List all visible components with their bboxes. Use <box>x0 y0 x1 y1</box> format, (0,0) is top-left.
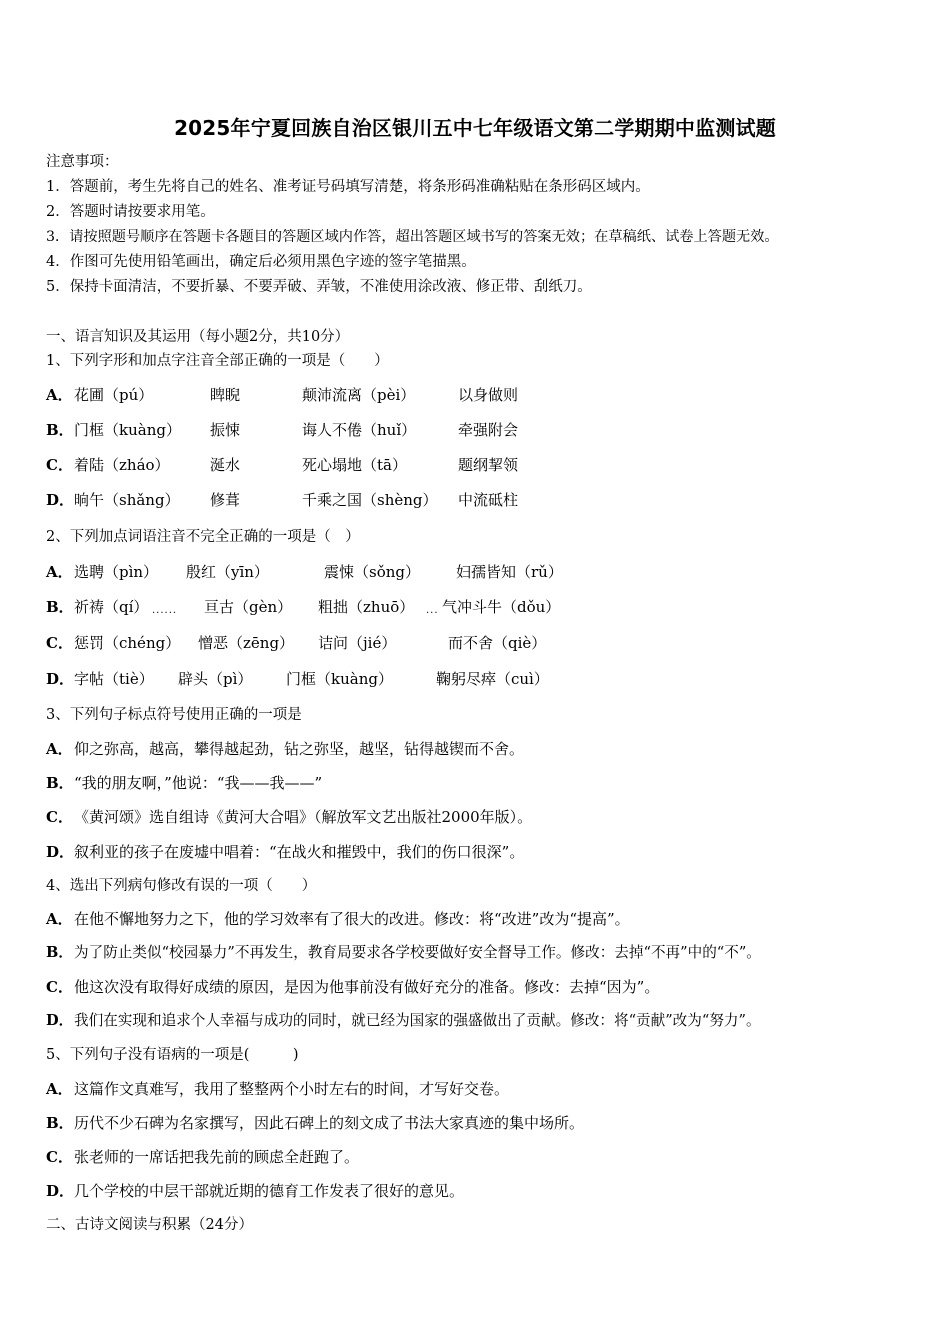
option-cell: 着陆（zháo） <box>74 456 170 474</box>
option-row <box>46 385 519 405</box>
option-label: B． <box>46 774 74 792</box>
option-text: 几个学校的中层干部就近期的德育工作发表了很好的意见。 <box>74 1182 465 1200</box>
option-row <box>46 1011 761 1031</box>
option-row <box>46 562 563 582</box>
option-row <box>46 490 519 510</box>
option-cell: 亘古（gèn） <box>204 598 293 616</box>
option-cell: 晌午（shǎng） <box>74 491 180 509</box>
emphasis-dots: ...... <box>152 605 178 616</box>
question-stem: 4、选出下列病句修改有误的一项（ ） <box>46 878 317 894</box>
option-row <box>46 1079 509 1099</box>
option-row <box>46 633 547 653</box>
option-text: 我们在实现和追求个人幸福与成功的同时，就已经为国家的强盛做出了贡献。修改：将“贡献”改为“努力”。 <box>74 1012 761 1029</box>
option-cell: 震悚（sǒng） <box>324 563 420 581</box>
option-row <box>46 807 532 827</box>
question-stem: 3、下列句子标点符号使用正确的一项是 <box>46 707 302 723</box>
option-cell: 题纲挈领 <box>458 456 519 474</box>
option-text: 这篇作文真难写，我用了整整两个小时左右的时间，才写好交卷。 <box>74 1080 510 1098</box>
option-row <box>46 420 519 440</box>
option-cell: 睥睨 <box>210 386 241 404</box>
option-cell: 憎恶（zēng） <box>198 634 295 652</box>
option-cell: 死心塌地（tā） <box>302 456 407 474</box>
option-row <box>46 943 761 963</box>
option-cell: 中流砥柱 <box>458 491 519 509</box>
option-cell: 辟头（pì） <box>178 670 253 688</box>
option-label: B． <box>46 1114 74 1132</box>
option-row <box>46 597 561 617</box>
option-text: 他这次没有取得好成绩的原因，是因为他事前没有做好充分的准备。修改：去掉“因为”。 <box>74 978 660 996</box>
option-label: A． <box>46 740 73 758</box>
option-row <box>46 977 659 997</box>
option-label: C． <box>46 634 73 652</box>
option-cell: 诲人不倦（huǐ） <box>302 421 417 439</box>
option-text: 历代不少石碑为名家撰写，因此石碑上的刻文成了书法大家真迹的集中场所。 <box>74 1114 585 1132</box>
option-row <box>46 842 524 862</box>
option-row <box>46 455 519 475</box>
option-label: B． <box>46 598 74 616</box>
option-label: D． <box>46 1182 75 1200</box>
option-text: 《黄河颂》选自组诗《黄河大合唱》（解放军文艺出版社2000年版）。 <box>74 808 533 826</box>
option-cell: 诘问（jié） <box>318 634 397 652</box>
option-label: B． <box>46 421 74 439</box>
option-cell: 字帖（tiè） <box>74 670 154 688</box>
option-row <box>46 669 549 689</box>
option-cell: 祈祷（qí） <box>74 598 149 616</box>
option-cell: 选聘（pìn） <box>74 563 159 581</box>
option-label: D． <box>46 670 75 688</box>
notice-item: 3．请按照题号顺序在答题卡各题目的答题区域内作答，超出答题区域书写的答案无效；在草稿纸、试卷上答题无效。 <box>46 229 779 245</box>
option-cell: 粗拙（zhuō） <box>318 598 415 616</box>
option-cell: 千乘之国（shèng） <box>302 491 438 509</box>
option-label: A． <box>46 386 73 404</box>
emphasis-dots: ... <box>426 605 439 616</box>
notice-item: 5．保持卡面清洁，不要折暴、不要弄破、弄皱，不准使用涂改液、修正带、刮纸刀。 <box>46 279 592 295</box>
notice-heading: 注意事项： <box>46 154 119 170</box>
option-cell: 以身做则 <box>458 386 519 404</box>
option-row <box>46 739 524 759</box>
option-label: A． <box>46 910 73 928</box>
option-label: D． <box>46 843 75 861</box>
option-row <box>46 1113 584 1133</box>
option-label: B． <box>46 944 73 961</box>
section-heading: 二、古诗文阅读与积累（24分） <box>46 1217 253 1233</box>
option-row <box>46 1147 359 1167</box>
section-heading: 一、语言知识及其运用（每小题2分，共10分） <box>46 329 350 345</box>
option-label: A． <box>46 563 73 581</box>
option-cell: 气冲斗牛（dǒu） <box>442 598 561 616</box>
option-row <box>46 773 322 793</box>
option-row <box>46 909 630 929</box>
option-cell: 修葺 <box>210 491 241 509</box>
option-cell: 花圃（pú） <box>74 386 154 404</box>
option-cell: 殷红（yīn） <box>186 563 269 581</box>
option-label: C． <box>46 456 73 474</box>
option-cell: 妇孺皆知（rǔ） <box>456 563 563 581</box>
option-cell: 涎水 <box>210 456 241 474</box>
page-title: 2025年宁夏回族自治区银川五中七年级语文第二学期期中监测试题 <box>174 116 776 140</box>
option-label: D． <box>46 1012 74 1029</box>
option-text: 叙利亚的孩子在废墟中唱着：“在战火和摧毁中，我们的伤口很深”。 <box>74 843 525 861</box>
option-cell: 鞠躬尽瘁（cuì） <box>436 670 549 688</box>
option-label: D． <box>46 491 75 509</box>
option-cell: 而不舍（qiè） <box>448 634 547 652</box>
option-row <box>46 1181 464 1201</box>
option-cell: 门框（kuàng） <box>286 670 393 688</box>
option-label: C． <box>46 978 73 996</box>
question-stem: 5、下列句子没有语病的一项是( ) <box>46 1047 299 1063</box>
option-cell: 牵强附会 <box>458 421 519 439</box>
option-text: 为了防止类似“校园暴力”不再发生，教育局要求各学校要做好安全督导工作。修改：去掉“不再”中的“不”。 <box>74 944 761 961</box>
question-stem: 1、下列字形和加点字注音全部正确的一项是（ ） <box>46 353 389 369</box>
option-cell: 颠沛流离（pèi） <box>302 386 416 404</box>
option-text: 张老师的一席话把我先前的顾虑全赶跑了。 <box>74 1148 360 1166</box>
option-text: “我的朋友啊，”他说：“我——我——” <box>74 774 323 792</box>
option-text: 在他不懈地努力之下，他的学习效率有了很大的改进。修改：将“改进”改为“提高”。 <box>74 910 630 928</box>
notice-item: 4．作图可先使用铅笔画出，确定后必须用黑色字迹的签字笔描黑。 <box>46 254 476 270</box>
option-cell: 振悚 <box>210 421 241 439</box>
option-cell: 门框（kuàng） <box>74 421 181 439</box>
option-label: C． <box>46 808 73 826</box>
option-cell: 惩罚（chéng） <box>74 634 181 652</box>
notice-item: 2．答题时请按要求用笔。 <box>46 204 215 220</box>
option-text: 仰之弥高，越高，攀得越起劲，钻之弥坚，越坚，钻得越锲而不舍。 <box>74 740 525 758</box>
option-label: C． <box>46 1148 73 1166</box>
notice-item: 1．答题前，考生先将自己的姓名、准考证号码填写清楚，将条形码准确粘贴在条形码区域内。 <box>46 179 650 195</box>
question-stem: 2、下列加点词语注音不完全正确的一项是（ ） <box>46 529 360 545</box>
option-label: A． <box>46 1080 73 1098</box>
